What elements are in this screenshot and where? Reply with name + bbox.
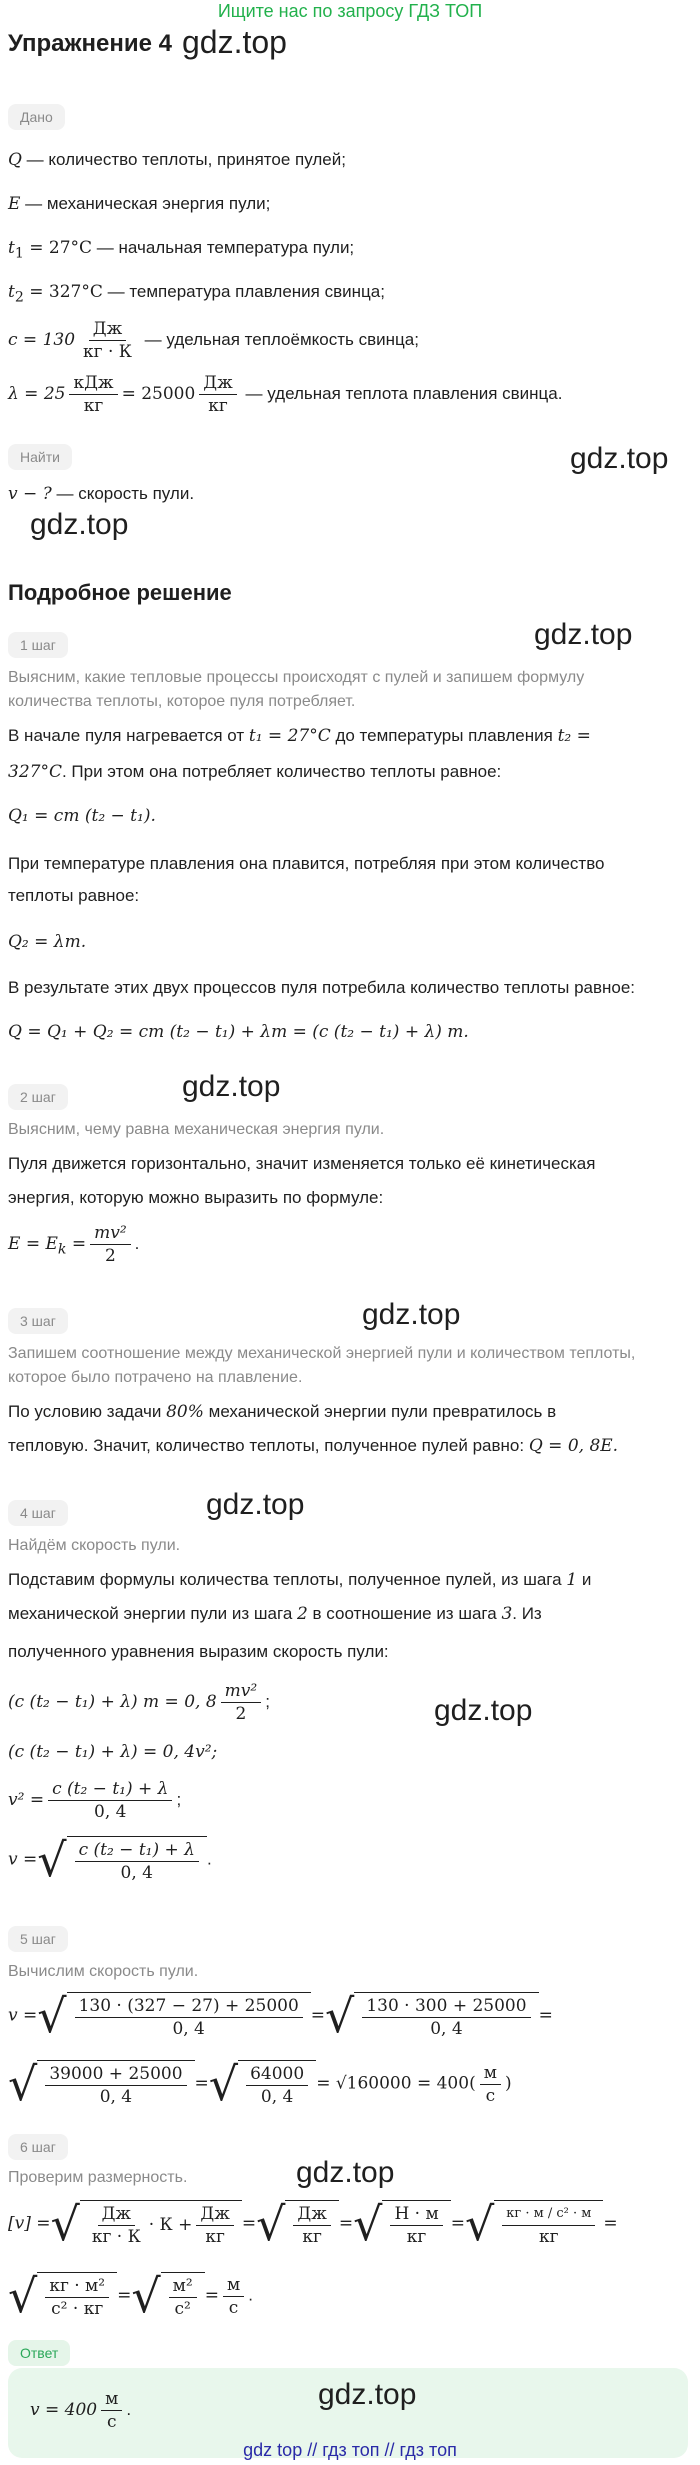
step-5-formula-2: √ $\frac{39000 + 25000}{0, 4}$ = √ $\frac{64000}{0, 4}$ = √160000 = 400( $\frac{м}{с}$ ) (8, 2057, 512, 2111)
step-4-p1: Подставим формулы количества теплоты, полученное пулей, из шага 1 и (8, 1570, 592, 1590)
step-4-formula-4: v = √ $\frac{\text{c (t₂ − t₁) + λ}}{0, 4}$ . (8, 1833, 212, 1887)
given-line-q: Q — количество теплоты, принятое пулей; (8, 150, 346, 170)
exercise-title: Упражнение 4 (8, 30, 172, 57)
given-line-t1: $t_1 = 27^\circ C$ — начальная температура пули; (8, 238, 355, 262)
find-line: v − ? — скорость пули. (8, 484, 195, 504)
watermark: gdz.top (296, 2156, 395, 2189)
step-1-badge: 1 шаг (8, 632, 68, 658)
step-1-intro-2: количества теплоты, которое пуля потребляет. (8, 693, 356, 710)
answer-badge: Ответ (8, 2340, 70, 2366)
given-line-lambda: λ = 25 $\frac{\text{кДж}}{кг}$ = 25000 $\frac{Дж}{кг}$ — удельная теплота плавления свинца. (8, 373, 563, 416)
step-2-formula: $E = E_k$ = $\frac{\text{mv²}}{2}$ . (8, 1223, 140, 1266)
given-line-t2: $t_2 = 327^\circ C$ — температура плавления свинца; (8, 282, 385, 306)
watermark: gdz.top (182, 24, 287, 60)
top-banner[interactable]: Ищите нас по запросу ГДЗ ТОП (217, 1, 483, 21)
step-2-intro: Выясним, чему равна механическая энергия пули. (8, 1121, 385, 1138)
step-4-badge: 4 шаг (8, 1500, 68, 1526)
step-3-p2: тепловую. Значит, количество теплоты, полученное пулей равно: Q = 0, 8E. (8, 1436, 619, 1456)
step-2-badge: 2 шаг (8, 1084, 68, 1110)
step-4-formula-3: v² = $\frac{\text{c (t₂ − t₁) + λ}}{0, 4}$ ; (8, 1779, 182, 1822)
step-2-p1-cont: энергия, которую можно выразить по формуле: (8, 1188, 384, 1207)
watermark: gdz.top (570, 442, 669, 475)
given-line-e: E — механическая энергия пули; (8, 194, 271, 214)
step-5-badge: 5 шаг (8, 1926, 68, 1952)
step-6-formula-2: √ $\frac{\text{кг · м²}}{\text{с² · кг}}$ = √ $\frac{\text{м²}}{\text{с²}}$ = $\frac{м}{с}$ . (8, 2269, 253, 2323)
step-6-intro: Проверим размерность. (8, 2169, 188, 2186)
step-6-badge: 6 шаг (8, 2134, 68, 2160)
answer-formula: v = 400 $\frac{м}{с}$ . (30, 2389, 132, 2432)
step-1-p1-cont: 327°C. При этом она потребляет количество теплоты равное: (8, 762, 502, 782)
watermark: gdz.top (534, 618, 633, 651)
solution-title: Подробное решение (8, 580, 232, 605)
step-1-p2: При температуре плавления она плавится, потребляя при этом количество (8, 854, 605, 873)
step-5-intro: Вычислим скорость пули. (8, 1963, 199, 1980)
given-line-c: c = 130 $\frac{Дж}{кг \cdot К}$ — удельная теплоёмкость свинца; (8, 319, 419, 362)
step-1-formula-1: Q₁ = cm (t₂ − t₁). (8, 806, 156, 826)
watermark: gdz.top (362, 1298, 461, 1331)
watermark: gdz.top (206, 1488, 305, 1521)
step-4-formula-2: (c (t₂ − t₁) + λ) = 0, 4v²; (8, 1742, 218, 1762)
step-3-intro-2: которое было потрачено на плавление. (8, 1369, 303, 1386)
step-5-formula-1: v = √ $\frac{130 \cdot (327 - 27) + 25000}{0, 4}$ = √ $\frac{130 \cdot 300 + 25000}{0, 4}$ = (8, 1989, 553, 2043)
footer-links[interactable]: gdz top // гдз топ // гдз топ (243, 2440, 457, 2460)
step-1-intro: Выясним, какие тепловые процессы происходят с пулей и запишем формулу (8, 669, 585, 686)
watermark: gdz.top (434, 1694, 533, 1727)
step-4-p3: полученного уравнения выразим скорость пули: (8, 1642, 389, 1661)
step-3-p1: По условию задачи 80% механической энергии пули превратилось в (8, 1402, 557, 1422)
step-3-intro: Запишем соотношение между механической энергией пули и количеством теплоты, (8, 1345, 636, 1362)
step-3-badge: 3 шаг (8, 1308, 68, 1334)
step-4-intro: Найдём скорость пули. (8, 1537, 181, 1554)
given-badge: Дано (8, 104, 65, 130)
watermark: gdz.top (318, 2378, 417, 2411)
step-4-formula-1: (c (t₂ − t₁) + λ) m = 0, 8 $\frac{\text{mv²}}{2}$ ; (8, 1681, 270, 1724)
find-badge: Найти (8, 444, 72, 470)
step-1-formula-3: Q = Q₁ + Q₂ = cm (t₂ − t₁) + λm = (c (t₂ − t₁) + λ) m. (8, 1022, 469, 1042)
step-1-formula-2: Q₂ = λm. (8, 932, 87, 952)
step-2-p1: Пуля движется горизонтально, значит изменяется только её кинетическая (8, 1154, 596, 1173)
step-1-p2-cont: теплоты равное: (8, 886, 140, 905)
step-1-p3: В результате этих двух процессов пуля потребила количество теплоты равное: (8, 978, 636, 997)
step-4-p2: механической энергии пули из шага 2 в соотношение из шага 3. Из (8, 1604, 542, 1624)
step-6-formula-1: [v] = √ $\frac{Дж}{кг \cdot К}$ · К + $\frac{Дж}{кг}$ = √ $\frac{Дж}{кг}$ = √ $\frac{Н \cdot м}{кг}$ = √ $\frac{\text{кг · м / с² · м}}{кг}$ = (8, 2197, 618, 2251)
watermark: gdz.top (30, 508, 129, 541)
watermark: gdz.top (182, 1070, 281, 1103)
step-1-p1: В начале пуля нагревается от t₁ = 27°C до температуры плавления t₂ = (8, 726, 591, 746)
